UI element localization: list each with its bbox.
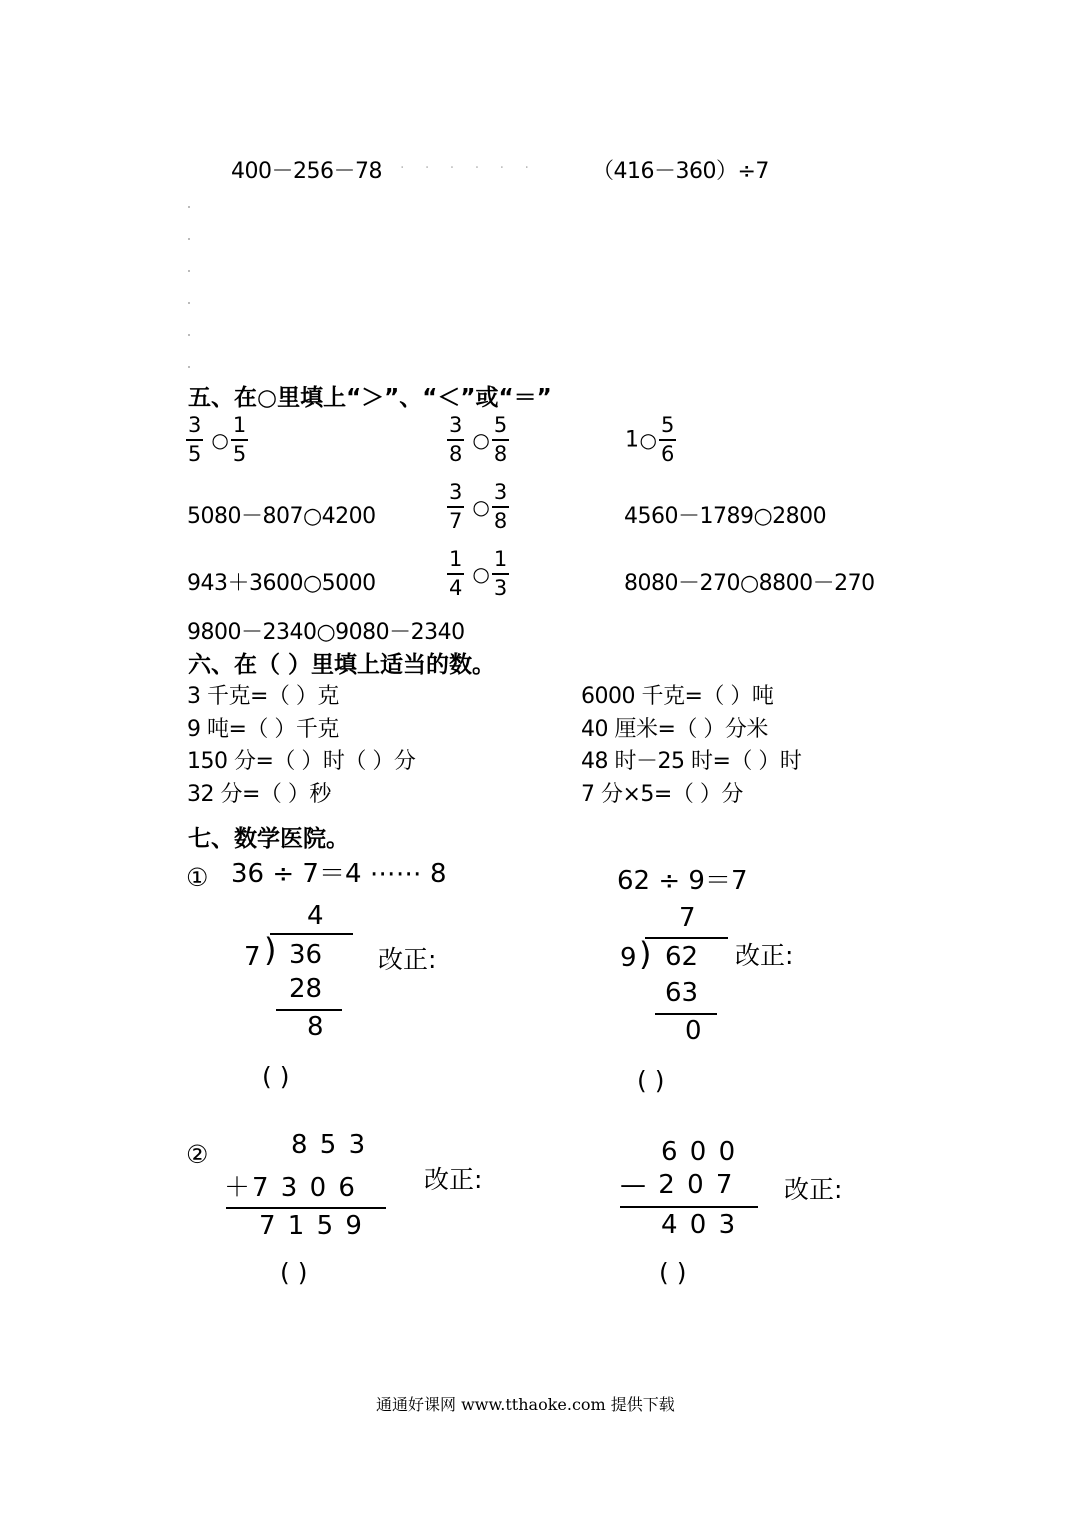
- fill-hour-subtract[interactable]: 48 时－25 时=（ ）时: [581, 749, 802, 774]
- judge-blank[interactable]: ( ): [262, 1062, 290, 1091]
- footer-text: 通通好课网 www.tthaoke.com 提供下载: [376, 1395, 675, 1414]
- compare-3-8-vs-5-8: $\frac{3}{8}$ ○ $\frac{5}{8}$: [449, 413, 508, 466]
- addition-result: 7 1 5 9: [259, 1211, 364, 1241]
- margin-dot: [188, 238, 190, 240]
- correct-label: 改正:: [424, 1165, 483, 1194]
- subtraction-result-line: [620, 1206, 758, 1208]
- subtraction-top-number: 6 0 0: [661, 1137, 738, 1167]
- compare-3-5-vs-1-5: $\frac{3}{5}$ ○ $\frac{1}{5}$: [188, 413, 247, 466]
- fill-min-to-sec[interactable]: 32 分=（ ）秒: [187, 782, 331, 807]
- fill-min-multiply[interactable]: 7 分×5=（ ）分: [581, 782, 743, 807]
- division-subtract-line: [276, 1009, 342, 1011]
- subtraction-result: 4 0 3: [661, 1210, 738, 1240]
- judge-blank[interactable]: ( ): [659, 1258, 687, 1287]
- division-bracket-curve: ): [264, 931, 277, 969]
- long-division-quotient: 4: [307, 901, 324, 931]
- problem-marker-2: ②: [186, 1140, 209, 1169]
- fill-ton-to-kg[interactable]: 9 吨=（ ）千克: [187, 717, 339, 742]
- division-bracket-curve: ): [639, 935, 652, 973]
- long-division-quotient: 7: [679, 903, 696, 933]
- compare-circle[interactable]: ○: [472, 562, 490, 586]
- compare-circle[interactable]: ○: [472, 428, 490, 452]
- long-division-divisor: 7: [244, 942, 261, 972]
- expr-400-256-78: 400－256－78: [231, 159, 382, 184]
- division-subtract-line: [655, 1013, 717, 1015]
- problem-marker-1: ①: [186, 863, 209, 892]
- correct-label: 改正:: [735, 941, 794, 970]
- long-division-divisor: 9: [620, 943, 637, 973]
- equation-62-div-9: 62 ÷ 9＝7: [617, 866, 748, 896]
- expr-416-360-div-7: （416－360）÷7: [592, 159, 769, 184]
- addition-result-line: [226, 1207, 386, 1209]
- equation-36-div-7: 36 ÷ 7＝4 ⋯⋯ 8: [231, 859, 447, 889]
- correct-label: 改正:: [378, 945, 437, 974]
- margin-dot: [188, 270, 190, 272]
- subtraction-bottom-number: — 2 0 7: [620, 1170, 735, 1200]
- long-division-product: 28: [289, 974, 323, 1004]
- compare-3-7-vs-3-8: $\frac{3}{7}$ ○ $\frac{3}{8}$: [449, 480, 508, 533]
- margin-dot: [188, 334, 190, 336]
- margin-dot: [188, 366, 190, 368]
- fill-cm-to-dm[interactable]: 40 厘米=（ ）分米: [581, 717, 768, 742]
- judge-blank[interactable]: ( ): [637, 1066, 665, 1095]
- margin-dot: [188, 302, 190, 304]
- compare-4560-1789-vs-2800[interactable]: 4560－1789○2800: [624, 504, 827, 529]
- compare-943-3600-vs-5000[interactable]: 943＋3600○5000: [187, 571, 376, 596]
- compare-circle[interactable]: ○: [211, 428, 229, 452]
- addition-top-number: 8 5 3: [291, 1130, 368, 1160]
- fill-kg-to-g[interactable]: 3 千克=（ ）克: [187, 684, 339, 709]
- correct-label: 改正:: [784, 1175, 843, 1204]
- long-division-dividend: 62: [665, 942, 699, 972]
- division-bracket-top: [645, 937, 728, 939]
- compare-1-4-vs-1-3: $\frac{1}{4}$ ○ $\frac{1}{3}$: [449, 547, 508, 600]
- long-division-remainder: 0: [685, 1016, 702, 1046]
- judge-blank[interactable]: ( ): [280, 1258, 308, 1287]
- margin-dot: [188, 206, 190, 208]
- compare-5080-807-vs-4200[interactable]: 5080－807○4200: [187, 504, 376, 529]
- fill-min-to-hour-min[interactable]: 150 分=（ ）时（ ）分: [187, 749, 416, 774]
- long-division-dividend: 36: [289, 940, 323, 970]
- addition-bottom-number: ＋7 3 0 6: [224, 1173, 357, 1203]
- long-division-product: 63: [665, 978, 699, 1008]
- section-six-title: 六、在（ ）里填上适当的数。: [188, 652, 496, 678]
- dotted-filler: · · · · · ·: [400, 160, 537, 176]
- compare-circle[interactable]: ○: [639, 428, 657, 452]
- compare-circle[interactable]: ○: [472, 495, 490, 519]
- division-bracket-top: [270, 933, 353, 935]
- compare-1-vs-5-6: 1○ $\frac{5}{6}$: [625, 413, 675, 466]
- long-division-remainder: 8: [307, 1012, 324, 1042]
- compare-8080-270-vs-8800-270[interactable]: 8080－270○8800－270: [624, 571, 875, 596]
- section-seven-title: 七、数学医院。: [188, 826, 349, 852]
- section-five-title: 五、在○里填上“＞”、“＜”或“＝”: [188, 385, 552, 411]
- fill-kg-to-ton[interactable]: 6000 千克=（ ）吨: [581, 684, 774, 709]
- compare-9800-2340-vs-9080-2340[interactable]: 9800－2340○9080－2340: [187, 620, 465, 645]
